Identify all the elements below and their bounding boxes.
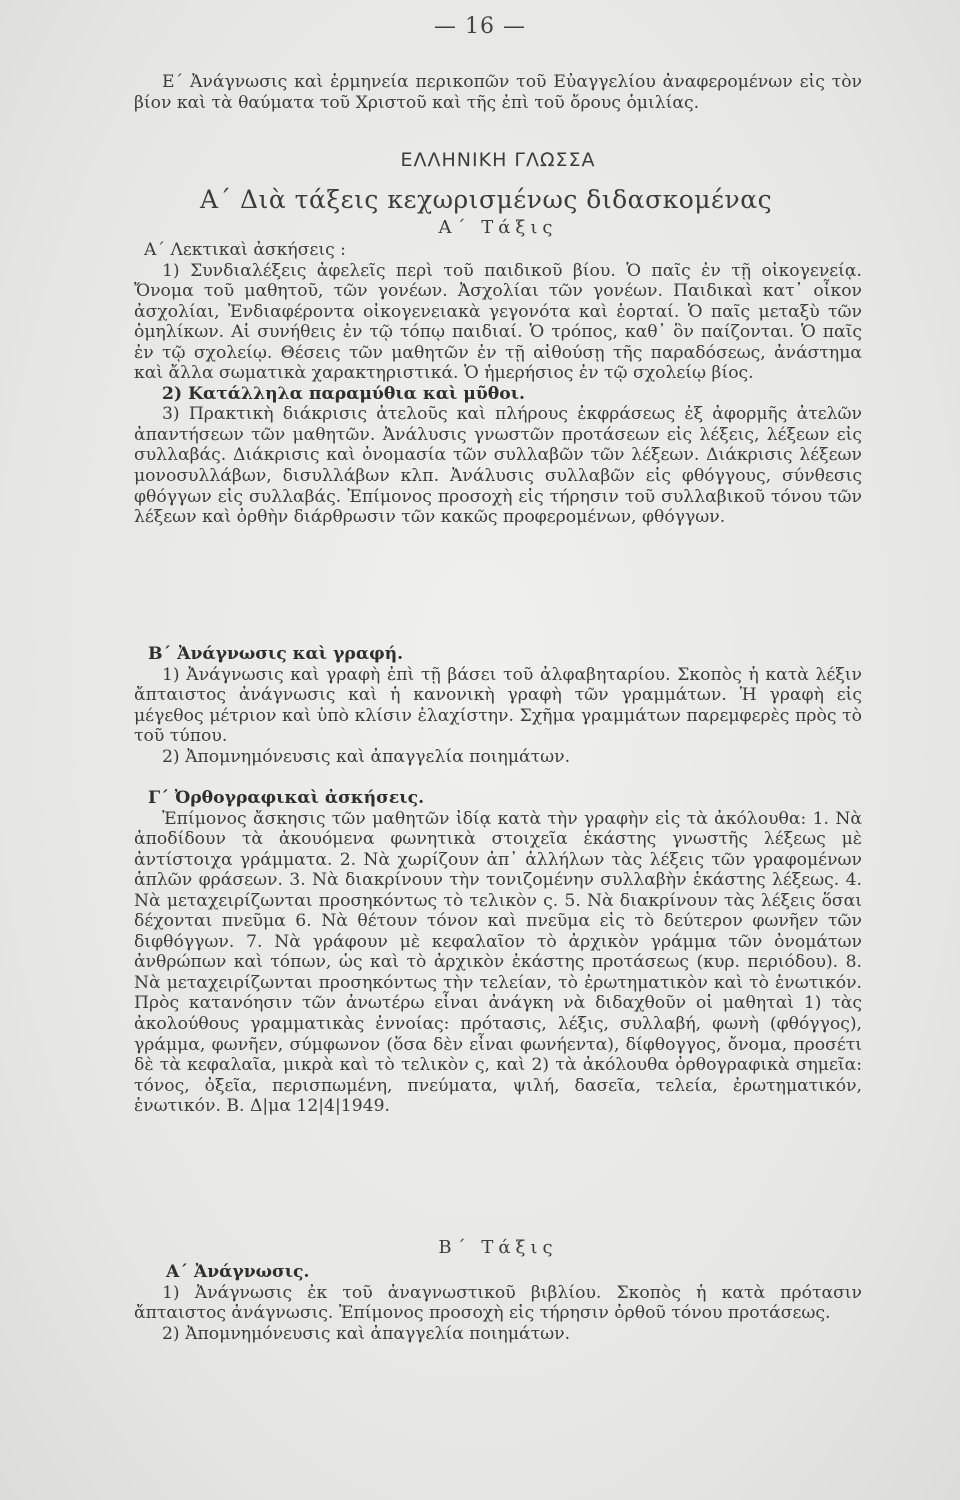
reading-writing-item-2: 2) Ἀπομνημόνευσις καὶ ἀπαγγελία ποιημάτων. bbox=[162, 746, 571, 767]
reading-writing-heading: Β΄ Ἀνάγνωσις καὶ γραφή. bbox=[148, 644, 404, 664]
reading-writing-section bbox=[134, 644, 862, 767]
subject-title: ΕΛΛΗΝΙΚΗ ΓΛΩΣΣΑ bbox=[400, 149, 596, 171]
class-a-title: Α΄ Τάξις bbox=[438, 217, 558, 238]
lexical-section bbox=[134, 240, 862, 528]
page-number: — 16 — bbox=[434, 14, 526, 39]
class-b-section bbox=[134, 1262, 862, 1344]
class-b-title: Β΄ Τάξις bbox=[438, 1237, 558, 1258]
lexical-item-1: 1) Συνδιαλέξεις ἀφελεῖς περὶ τοῦ παιδικοῦ βίου. Ὁ παῖς ἐν τῇ οἰκογενείᾳ. Ὄνομα τοῦ μαθητοῦ, τῶν γονέων. Ἀσχολίαι τῶν γονέων. Παιδικαὶ κατ᾽ οἶκον ἀσχολίαι, Ἐνδιαφέροντα οἰκογενειακὰ γεγονότα καὶ ἑορταί. Ὁ παῖς μεταξὺ τῶν ὁμηλίκων. Αἱ συνήθεις ἐν τῷ τόπῳ παιδιαί. Ὁ τρόπος, καθ᾽ ὃν παίζονται. Ὁ παῖς ἐν τῷ σχολείῳ. Θέσεις τῶν μαθητῶν ἐν τῇ αἰθούσῃ τῆς παραδόσεως, ἀνάστημα καὶ ἄλλα σωματικὰ χαρακτηριστικά. Ὁ ἡμερήσιος ἐν τῷ σχολείῳ βίος. bbox=[134, 260, 862, 384]
lexical-heading: Α΄ Λεκτικαὶ ἀσκήσεις : bbox=[144, 240, 346, 260]
lexical-item-2: 2) Κατάλληλα παραμύθια καὶ μῦθοι. bbox=[162, 383, 525, 404]
class-b-item-2: 2) Ἀπομνημόνευσις καὶ ἀπαγγελία ποιημάτων. bbox=[162, 1323, 571, 1344]
subject-heading bbox=[134, 150, 862, 171]
intro-paragraph bbox=[134, 72, 862, 113]
orthography-section bbox=[134, 788, 862, 1117]
orthography-text: Ἐπίμονος ἄσκησις τῶν μαθητῶν ἰδίᾳ κατὰ τὴν γραφὴν εἰς τὰ ἀκόλουθα: 1. Νὰ ἀποδίδουν τὰ ἀκουόμενα φωνητικὰ στοιχεῖα ἑκάστης γνωστῆς λέξεως μὲ ἀντίστοιχα γράμματα. 2. Νὰ χωρίζουν ἀπ᾽ ἀλλήλων τὰς λέξεις τῶν γραφομένων ἁπλῶν φράσεων. 3. Νὰ διακρίνουν τὴν τονιζομένην συλλαβὴν ἑκάστης λέξεως. 4. Νὰ μεταχειρίζωνται προσηκόντως τὸ τελικὸν ς. 5. Νὰ διακρίνουν τὰς λέξεις ὅσαι δέχονται πνεῦμα 6. Νὰ θέτουν τόνον καὶ πνεῦμα εἰς τὸ δεύτερον φωνῆεν τῶν διφθόγγων. 7. Νὰ γράφουν μὲ κεφαλαῖον τὸ ἀρχικὸν γράμμα τῶν ὀνομάτων ἀνθρώπων καὶ τόπων, ὡς καὶ τὸ ἀρχικὸν ἑκάστης προτάσεως (κυρ. περιόδου). 8. Νὰ μεταχειρίζωνται προσηκόντως τὴν τελείαν, τὸ ἐρωτηματικὸν καὶ τὸ ἑνωτικόν. Πρὸς κατανόησιν τῶν ἀνωτέρω εἶναι ἀνάγκη νὰ διδαχθοῦν οἱ μαθηταὶ 1) τὰς ἀκολούθους γραμματικὰς ἐννοίας: πρότασις, λέξις, συλλαβή, φωνὴ (φθόγγος), γράμμα, φωνῆεν, σύμφωνον (ὅσα δὲν εἶναι φωνήεντα), δίφθογγος, ὄνομα, προσέτι δὲ τὰ κεφαλαῖα, μικρὰ καὶ τὸ τελικὸν ς, καὶ 2) τὰ ἀκόλουθα ὀρθογραφικὰ σημεῖα: τόνος, ὀξεῖα, περισπωμένη, πνεύματα, ψιλή, δασεῖα, τελεία, ἐρωτηματικόν, ἑνωτικόν. Β. Δ|μα 12|4|1949. bbox=[134, 808, 862, 1117]
section-heading bbox=[200, 184, 800, 216]
orthography-heading: Γ΄ Ὀρθογραφικαὶ ἀσκήσεις. bbox=[148, 788, 425, 808]
reading-writing-item-1: 1) Ἀνάγνωσις καὶ γραφὴ ἐπὶ τῇ βάσει τοῦ ἀλφαβηταρίου. Σκοπὸς ἡ κατὰ λέξιν ἄπταιστος ἀνάγνωσις καὶ ἡ κανονικὴ γραφὴ τῶν γραμμάτων. Ἡ γραφὴ εἰς μέγεθος μέτριον καὶ ὑπὸ κλίσιν ἐλαχίστην. Σχῆμα γραμμάτων παρεμφερὲς πρὸς τὸ τοῦ τύπου. bbox=[134, 664, 862, 747]
lexical-item-3: 3) Πρακτικὴ διάκρισις ἀτελοῦς καὶ πλήρους ἐκφράσεως ἐξ ἀφορμῆς ἀτελῶν ἀπαντήσεων τῶν μαθητῶν. Ἀνάλυσις γνωστῶν προτάσεων εἰς λέξεις, λέξεων εἰς συλλαβάς. Διάκρισις καὶ ὀνομασία τῶν συλλαβῶν τῶν λέξεων. Διάκρισις λέξεων μονοσυλλάβων, δισυλλάβων κλπ. Ἀνάλυσις συλλαβῶν εἰς φθόγγους, σύνθεσις φθόγγων εἰς συλλαβάς. Ἐπίμονος προσοχὴ εἰς τήρησιν τοῦ συλλαβικοῦ τόνου τῶν λέξεων καὶ ὀρθὴν διάρθρωσιν τῶν κακῶς προφερομένων, φθόγγων. bbox=[134, 404, 862, 528]
intro-text: Ε΄ Ἀνάγνωσις καὶ ἑρμηνεία περικοπῶν τοῦ Εὐαγγελίου ἀναφερομένων εἰς τὸν βίον καὶ τὰ θαύματα τοῦ Χριστοῦ καὶ τῆς ἐπὶ τοῦ ὄρους ὁμιλίας. bbox=[134, 72, 862, 113]
class-b-heading bbox=[134, 1238, 862, 1259]
class-a-heading bbox=[134, 218, 862, 239]
class-b-item-1: 1) Ἀνάγνωσις ἐκ τοῦ ἀναγνωστικοῦ βιβλίου. Σκοπὸς ἡ κατὰ πρότασιν ἄπταιστος ἀνάγνωσις. Ἐπίμονος προσοχὴ εἰς τήρησιν ὀρθοῦ τόνου προτάσεως. bbox=[134, 1282, 862, 1324]
section-title: Α΄ Διὰ τάξεις κεχωρισμένως διδασκομένας bbox=[200, 185, 773, 214]
class-b-reading-heading: Α΄ Ἀνάγνωσις. bbox=[166, 1262, 310, 1282]
